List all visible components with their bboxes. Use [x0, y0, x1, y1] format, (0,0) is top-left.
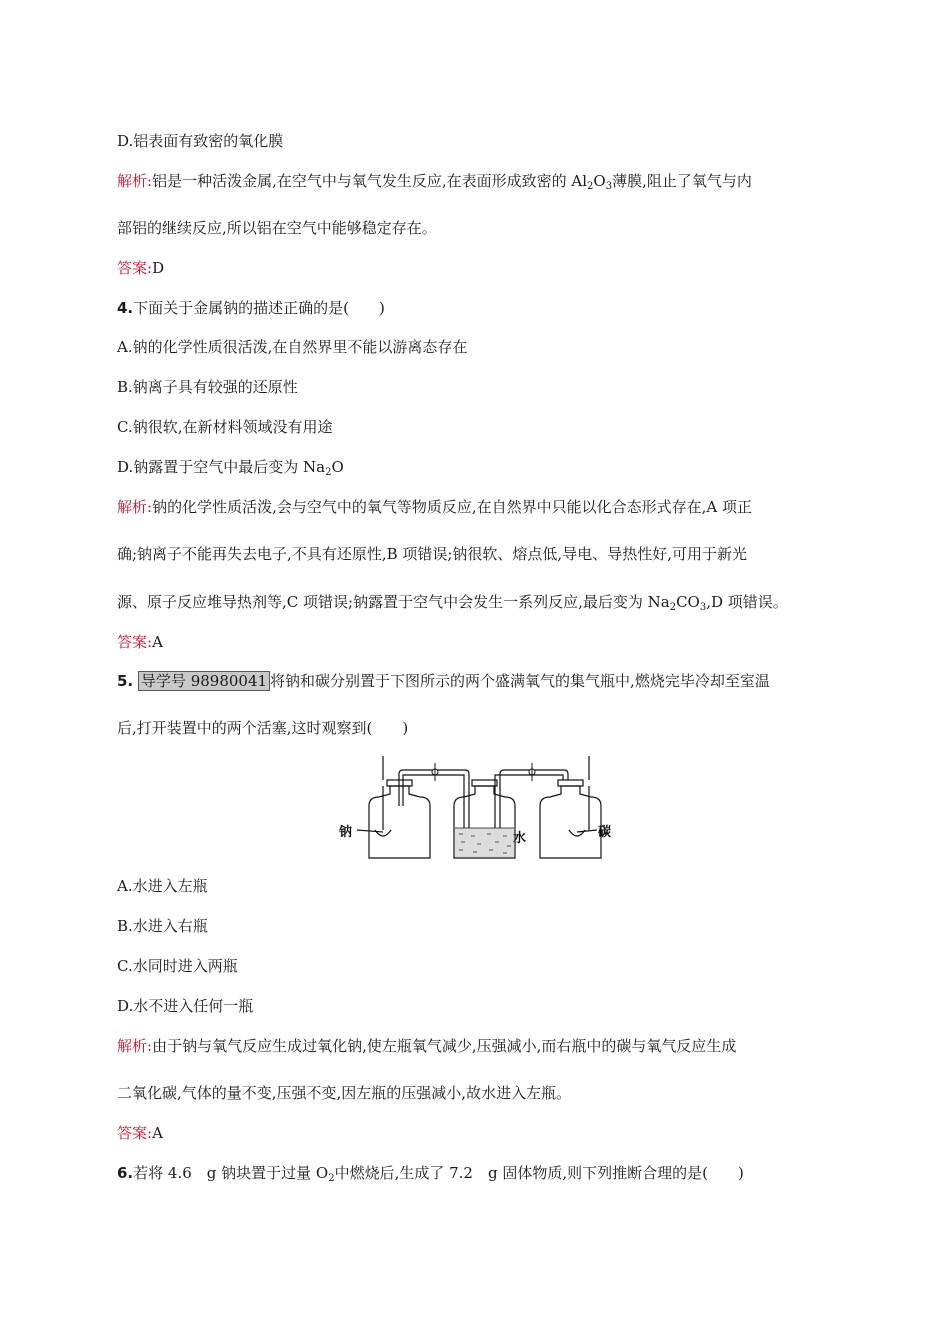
question-number: 4. — [117, 299, 134, 317]
analysis-label: 解析: — [117, 1037, 153, 1055]
q3-analysis-line-2: 部铝的继续反应,所以铝在空气中能够稳定存在。 — [117, 219, 437, 237]
sodium-leader-line — [357, 830, 383, 832]
q3-option-d: D.铝表面有致密的氧化膜 — [117, 132, 284, 150]
question-number: 5. — [117, 672, 134, 690]
gas-bottle-apparatus-figure — [335, 750, 615, 866]
q5-option-b: B.水进入右瓶 — [117, 917, 208, 935]
carbon-leader-line — [577, 830, 597, 832]
q4-answer: 答案:A — [117, 633, 163, 651]
q5-stem-line-2: 后,打开装置中的两个活塞,这时观察到( ) — [117, 719, 409, 737]
q3-analysis-line-1: 解析:铝是一种活泼金属,在空气中与氧气发生反应,在表面形成致密的 $Al_2O_3$薄膜,阻止了氧气与内 — [117, 172, 752, 192]
left-spoon — [375, 830, 391, 836]
middle-stopper — [472, 780, 497, 786]
q4-option-b: B.钠离子具有较强的还原性 — [117, 378, 298, 396]
answer-label: 答案: — [117, 633, 153, 651]
q5-analysis-line-1: 解析:由于钠与氧气反应生成过氧化钠,使左瓶氧气减少,压强减小,而右瓶中的碳与氧气反应生成 — [117, 1037, 737, 1055]
q4-analysis-line-1: 解析:钠的化学性质活泼,会与空气中的氧气等物质反应,在自然界中只能以化合态形式存在,A 项正 — [117, 498, 752, 516]
analysis-label: 解析: — [117, 172, 153, 190]
q4-option-c: C.钠很软,在新材料领域没有用途 — [117, 418, 333, 436]
q5-option-c: C.水同时进入两瓶 — [117, 957, 238, 975]
q5-option-a: A.水进入左瓶 — [117, 877, 208, 895]
answer-label: 答案: — [117, 1124, 153, 1142]
analysis-label: 解析: — [117, 498, 153, 516]
q6-stem: 6.若将 4.6 g 钠块置于过量 $O_2$中燃烧后,生成了 7.2 g 固体物质,则下列推断合理的是( ) — [117, 1164, 744, 1184]
question-number: 6. — [117, 1164, 134, 1182]
right-bottle — [540, 786, 601, 858]
guide-number-tag[interactable]: 导学号 98980041 — [138, 671, 270, 691]
q5-answer: 答案:A — [117, 1124, 163, 1142]
water-label: 水 — [513, 831, 527, 846]
q3-answer: 答案:D — [117, 259, 165, 277]
q4-option-d: D.钠露置于空气中最后变为 $Na_2O$ — [117, 458, 344, 478]
q4-option-a: A.钠的化学性质很活泼,在自然界里不能以游离态存在 — [117, 338, 468, 356]
q4-analysis-line-2: 确;钠离子不能再失去电子,不具有还原性,B 项错误;钠很软、熔点低,导电、导热性好,可用于新光 — [117, 545, 747, 563]
q4-stem: 4.下面关于金属钠的描述正确的是( ) — [117, 299, 385, 317]
q5-option-d: D.水不进入任何一瓶 — [117, 997, 254, 1015]
sodium-label: 钠 — [339, 825, 353, 840]
answer-label: 答案: — [117, 259, 153, 277]
q4-analysis-line-3: 源、原子反应堆导热剂等,C 项错误;钠露置于空气中会发生一系列反应,最后变为 $Na_2CO_3,D$ 项错误。 — [117, 593, 788, 613]
carbon-label: 碳 — [598, 825, 612, 840]
right-stopper — [558, 780, 583, 786]
q5-stem-line-1: 5. 导学号 98980041 将钠和碳分别置于下图所示的两个盛满氧气的集气瓶中,燃烧完毕冷却至室温 — [117, 672, 770, 690]
q5-analysis-line-2: 二氧化碳,气体的量不变,压强不变,因左瓶的压强减小,故水进入左瓶。 — [117, 1084, 572, 1102]
water-fill — [455, 828, 514, 857]
